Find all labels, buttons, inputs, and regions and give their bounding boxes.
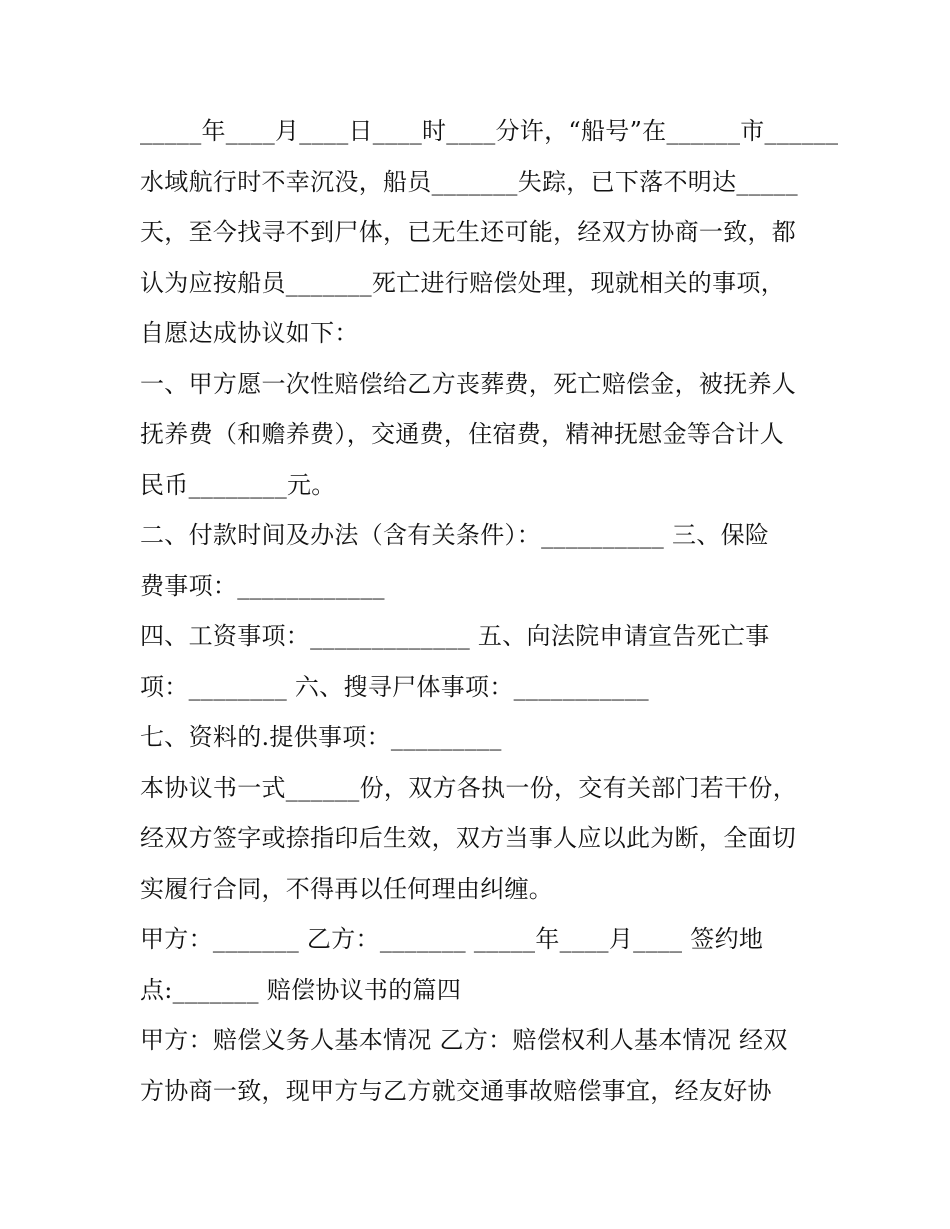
text-line-9: 二、付款时间及办法（含有关条件）：__________ 三、保险 — [140, 521, 770, 549]
text-line-8: 民币________元。 — [140, 470, 336, 499]
text-line-1: _____年____月____日____时____分许，“船号”在______市______ — [140, 117, 839, 145]
text-line-19: 甲方：赔偿义务人基本情况 乙方：赔偿权利人基本情况 经双 — [140, 1026, 788, 1054]
text-line-15: 经双方签字或捺指印后生效，双方当事人应以此为断，全面切 — [140, 824, 797, 852]
text-line-4: 认为应按船员_______死亡进行赔偿处理，现就相关的事项， — [140, 268, 785, 297]
text-line-10: 费事项：____________ — [140, 571, 385, 600]
text-line-12: 项：________ 六、搜寻尸体事项：___________ — [140, 672, 649, 701]
text-line-3: 天，至今找寻不到尸体，已无生还可能，经双方协商一致，都 — [140, 218, 797, 246]
text-line-13: 七、资料的.提供事项：_________ — [140, 723, 502, 751]
text-line-6: 一、甲方愿一次性赔偿给乙方丧葬费，死亡赔偿金，被抚养人 — [140, 369, 797, 398]
text-line-7: 抚养费（和赡养费），交通费，住宿费，精神抚慰金等合计人 — [140, 420, 785, 448]
text-line-16: 实履行合同，不得再以任何理由纠缠。 — [140, 874, 554, 903]
text-line-18: 点:_______ 赔偿协议书的篇四 — [140, 975, 462, 1004]
text-line-5: 自愿达成协议如下： — [140, 319, 359, 347]
document-body — [140, 106, 840, 1116]
text-line-17: 甲方：_______ 乙方：_______ _____年____月____ 签约地 — [140, 925, 764, 953]
text-line-2: 水域航行时不幸沉没，船员_______失踪，已下落不明达_____ — [140, 167, 798, 196]
text-line-20: 方协商一致，现甲方与乙方就交通事故赔偿事宜，经友好协 — [140, 1076, 772, 1105]
text-line-14: 本协议书一式______份，双方各执一份，交有关部门若干份， — [140, 773, 797, 802]
text-line-11: 四、工资事项：_____________ 五、向法院申请宣告死亡事 — [140, 622, 770, 650]
